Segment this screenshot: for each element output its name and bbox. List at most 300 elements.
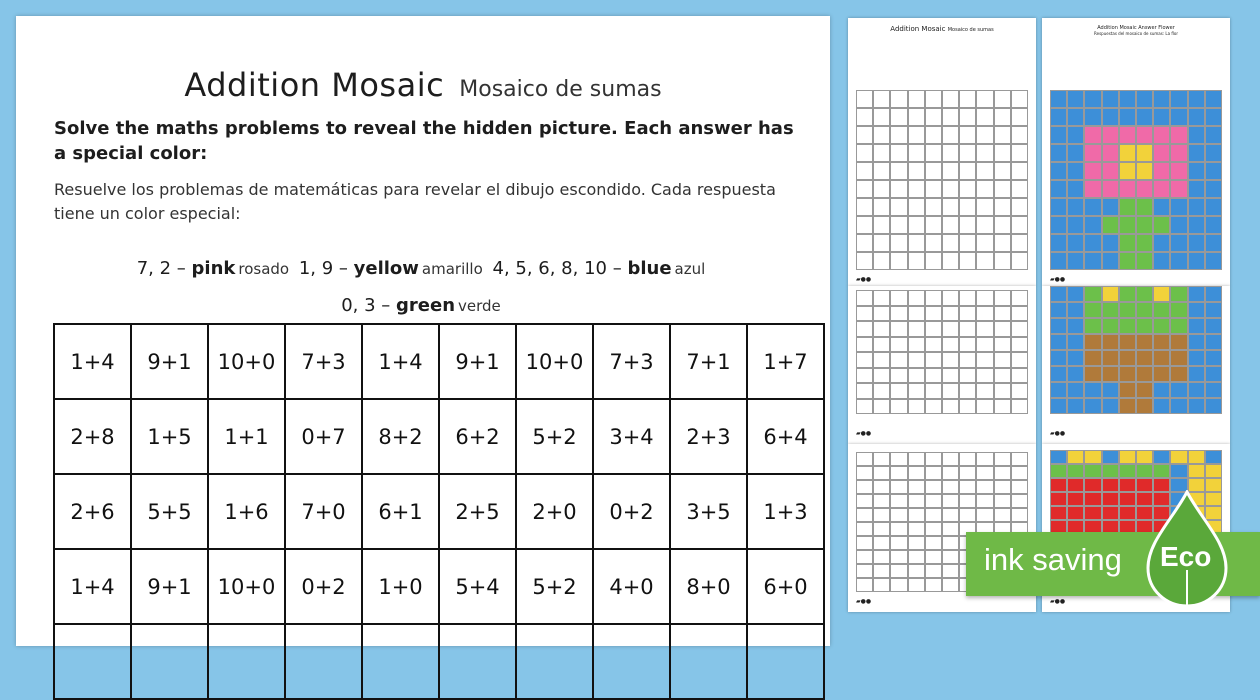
preview-cell [1119, 398, 1136, 414]
grid-cell: 1+3 [747, 474, 824, 549]
preview-cell [994, 180, 1011, 198]
preview-cell [1119, 234, 1136, 252]
preview-cell [1119, 216, 1136, 234]
preview-cell [976, 252, 993, 270]
preview-cell [942, 480, 959, 494]
preview-cell [1136, 464, 1153, 478]
preview-cell [976, 466, 993, 480]
preview-cell [1205, 286, 1222, 302]
preview-cell [1153, 162, 1170, 180]
preview-cell [890, 550, 907, 564]
preview-cell [856, 550, 873, 564]
grid-row [54, 474, 824, 549]
preview-cell [873, 306, 890, 322]
preview-cell [856, 216, 873, 234]
grid-cell: 1+4 [54, 324, 131, 399]
preview-cell [1050, 234, 1067, 252]
preview-cell [1067, 144, 1084, 162]
grid-cell [670, 624, 747, 699]
preview-cell [1067, 492, 1084, 506]
preview-cell [925, 383, 942, 399]
preview-cell [1084, 302, 1101, 318]
preview-cell [1119, 366, 1136, 382]
grid-cell [362, 624, 439, 699]
preview-cell [959, 180, 976, 198]
key-green-spanish: verde [458, 297, 501, 315]
preview-cell [1170, 286, 1187, 302]
grid-cell: 7+3 [285, 324, 362, 399]
preview-cell [1170, 252, 1187, 270]
preview-cell [890, 368, 907, 384]
preview-cell [1084, 450, 1101, 464]
preview-cell [942, 144, 959, 162]
preview-cell [908, 352, 925, 368]
preview-cell [1136, 366, 1153, 382]
preview-cell [976, 108, 993, 126]
grid-cell: 9+1 [439, 324, 516, 399]
preview-cell [1136, 350, 1153, 366]
preview-cell [1170, 108, 1187, 126]
preview-cell [976, 508, 993, 522]
preview-cell [1102, 334, 1119, 350]
preview-cell [873, 234, 890, 252]
preview-cell [1102, 216, 1119, 234]
preview-cell [1067, 464, 1084, 478]
preview-grid [856, 90, 1028, 270]
preview-cell [1170, 126, 1187, 144]
preview-cell [994, 306, 1011, 322]
preview-cell [925, 252, 942, 270]
preview-cell [994, 108, 1011, 126]
preview-cell [1011, 108, 1028, 126]
preview-cell [1067, 108, 1084, 126]
preview-cell [1136, 162, 1153, 180]
preview-cell [1153, 180, 1170, 198]
key-blue-spanish: azul [674, 260, 706, 278]
preview-cell [908, 399, 925, 415]
preview-cell [942, 550, 959, 564]
preview-answer-page-1[interactable] [1042, 18, 1230, 286]
preview-cell [1050, 450, 1067, 464]
grid-cell: 8+2 [362, 399, 439, 474]
preview-cell [1067, 216, 1084, 234]
preview-cell [1136, 216, 1153, 234]
preview-cell [873, 198, 890, 216]
preview-cell [1011, 368, 1028, 384]
preview-cell [1136, 198, 1153, 216]
preview-cell [1050, 252, 1067, 270]
preview-cell [1153, 90, 1170, 108]
preview-cell [925, 522, 942, 536]
preview-cell [1084, 90, 1101, 108]
preview-cell [1188, 144, 1205, 162]
twinkl-logo-icon: ▰●● [856, 598, 872, 605]
preview-cell [1084, 318, 1101, 334]
key-green-numbers: 0, 3 – [341, 295, 391, 316]
preview-cell [959, 337, 976, 353]
preview-cell [1067, 334, 1084, 350]
preview-cell [925, 234, 942, 252]
preview-cell [942, 352, 959, 368]
preview-cell [856, 290, 873, 306]
preview-cell [856, 466, 873, 480]
preview-cell [976, 337, 993, 353]
preview-cell [1188, 318, 1205, 334]
preview-cell [908, 480, 925, 494]
preview-cell [890, 126, 907, 144]
preview-cell [890, 578, 907, 592]
preview-cell [1136, 382, 1153, 398]
grid-cell: 5+2 [516, 549, 593, 624]
preview-cell [1153, 464, 1170, 478]
preview-cell [942, 564, 959, 578]
preview-cell [959, 321, 976, 337]
preview-cell [994, 352, 1011, 368]
preview-cell [908, 290, 925, 306]
preview-cell [976, 494, 993, 508]
preview-cell [1119, 252, 1136, 270]
preview-cell [1050, 126, 1067, 144]
preview-cell [959, 90, 976, 108]
preview-cell [1102, 144, 1119, 162]
title-spanish: Mosaico de sumas [459, 77, 662, 102]
preview-cell [959, 508, 976, 522]
preview-cell [994, 234, 1011, 252]
preview-cell [908, 494, 925, 508]
preview-worksheet-page-1[interactable] [848, 18, 1036, 286]
preview-cell [856, 90, 873, 108]
preview-cell [873, 494, 890, 508]
preview-cell [925, 180, 942, 198]
preview-cell [1050, 506, 1067, 520]
preview-cell [925, 564, 942, 578]
preview-cell [1153, 302, 1170, 318]
preview-cell [1119, 180, 1136, 198]
grid-cell: 7+1 [670, 324, 747, 399]
preview-cell [908, 321, 925, 337]
preview-cell [1050, 180, 1067, 198]
preview-cell [1153, 286, 1170, 302]
preview-cell [1050, 90, 1067, 108]
preview-cell [1170, 464, 1187, 478]
preview-cell [1119, 286, 1136, 302]
preview-cell [976, 198, 993, 216]
preview-cell [1050, 302, 1067, 318]
preview-cell [976, 321, 993, 337]
preview-cell [1119, 198, 1136, 216]
preview-cell [925, 480, 942, 494]
preview-cell [925, 290, 942, 306]
preview-cell [1205, 108, 1222, 126]
preview-cell [959, 108, 976, 126]
preview-cell [1119, 506, 1136, 520]
preview-cell [1084, 126, 1101, 144]
preview-cell [1084, 252, 1101, 270]
key-yellow-label: yellow [353, 258, 419, 279]
preview-worksheet-page-2[interactable] [848, 286, 1036, 444]
preview-cell [1170, 398, 1187, 414]
grid-cell: 5+4 [439, 549, 516, 624]
preview-cell [1067, 478, 1084, 492]
preview-cell [856, 399, 873, 415]
preview-cell [1084, 478, 1101, 492]
preview-cell [1102, 478, 1119, 492]
preview-cell [925, 90, 942, 108]
grid-cell: 10+0 [208, 549, 285, 624]
grid-cell [285, 624, 362, 699]
preview-cell [976, 144, 993, 162]
preview-cell [942, 234, 959, 252]
preview-cell [1084, 492, 1101, 506]
grid-cell: 1+7 [747, 324, 824, 399]
preview-cell [856, 494, 873, 508]
preview-cell [1205, 382, 1222, 398]
key-blue-numbers: 4, 5, 6, 8, 10 – [492, 258, 622, 279]
preview-cell [1011, 452, 1028, 466]
preview-cell [1050, 216, 1067, 234]
preview-cell [1084, 366, 1101, 382]
preview-cell [1102, 90, 1119, 108]
ink-saving-label: ink saving [984, 542, 1122, 577]
preview-cell [908, 522, 925, 536]
preview-cell [873, 352, 890, 368]
preview-cell [994, 399, 1011, 415]
preview-cell [994, 368, 1011, 384]
preview-cell [856, 234, 873, 252]
preview-cell [1084, 216, 1101, 234]
preview-cell [1011, 480, 1028, 494]
grid-cell [747, 624, 824, 699]
preview-cell [1188, 252, 1205, 270]
grid-cell: 1+6 [208, 474, 285, 549]
grid-cell: 2+3 [670, 399, 747, 474]
preview-cell [942, 162, 959, 180]
preview-cell [908, 452, 925, 466]
preview-cell [1119, 108, 1136, 126]
grid-cell: 5+5 [131, 474, 208, 549]
preview-cell [873, 180, 890, 198]
preview-cell [994, 480, 1011, 494]
preview-cell [1170, 366, 1187, 382]
preview-cell [1050, 198, 1067, 216]
preview-cell [1188, 198, 1205, 216]
preview-cell [1188, 302, 1205, 318]
grid-cell: 2+5 [439, 474, 516, 549]
preview-cell [1102, 234, 1119, 252]
preview-cell [1188, 382, 1205, 398]
preview-cell [925, 452, 942, 466]
preview-cell [976, 216, 993, 234]
preview-cell [908, 198, 925, 216]
preview-cell [1102, 162, 1119, 180]
preview-cell [908, 550, 925, 564]
preview-cell [942, 508, 959, 522]
preview-cell [1050, 108, 1067, 126]
preview-cell [908, 252, 925, 270]
preview-cell [1119, 318, 1136, 334]
preview-cell [942, 368, 959, 384]
preview-cell [1102, 318, 1119, 334]
preview-cell [1050, 334, 1067, 350]
preview-cell [1084, 108, 1101, 126]
preview-cell [1205, 398, 1222, 414]
key-green-label: green [396, 295, 456, 316]
preview-cell [873, 522, 890, 536]
preview-cell [856, 480, 873, 494]
preview-cell [1153, 450, 1170, 464]
grid-cell: 10+0 [208, 324, 285, 399]
preview-cell [1119, 464, 1136, 478]
twinkl-logo-icon: ▰●● [856, 276, 872, 283]
preview-cell [1102, 464, 1119, 478]
preview-cell [959, 383, 976, 399]
preview-cell [1084, 398, 1101, 414]
preview-cell [994, 144, 1011, 162]
preview-cell [959, 234, 976, 252]
eco-badge-label: Eco [1160, 541, 1212, 572]
preview-cell [856, 306, 873, 322]
preview-cell [925, 144, 942, 162]
preview-cell [890, 466, 907, 480]
grid-row [54, 549, 824, 624]
preview-cell [873, 480, 890, 494]
preview-cell [873, 337, 890, 353]
preview-cell [1153, 108, 1170, 126]
preview-cell [1205, 144, 1222, 162]
preview-cell [925, 508, 942, 522]
preview-cell [890, 90, 907, 108]
preview-cell [1205, 180, 1222, 198]
preview-cell [1011, 466, 1028, 480]
grid-cell: 0+7 [285, 399, 362, 474]
preview-cell [856, 352, 873, 368]
grid-cell [131, 624, 208, 699]
preview-cell [1170, 90, 1187, 108]
preview-cell [1170, 334, 1187, 350]
preview-cell [1050, 492, 1067, 506]
preview-cell [1011, 337, 1028, 353]
preview-cell [1050, 464, 1067, 478]
preview-cell [1011, 290, 1028, 306]
preview-cell [908, 466, 925, 480]
preview-cell [1136, 144, 1153, 162]
preview-cell [908, 90, 925, 108]
grid-row [54, 399, 824, 474]
grid-cell: 0+2 [593, 474, 670, 549]
color-key-line-2 [16, 295, 830, 316]
preview-cell [1188, 350, 1205, 366]
preview-cell [1011, 252, 1028, 270]
preview-cell [1067, 350, 1084, 366]
preview-cell [890, 321, 907, 337]
preview-cell [1011, 234, 1028, 252]
preview-cell [1188, 334, 1205, 350]
preview-cell [925, 399, 942, 415]
preview-cell [1153, 318, 1170, 334]
preview-cell [908, 383, 925, 399]
preview-cell [994, 466, 1011, 480]
preview-cell [976, 480, 993, 494]
preview-cell [925, 368, 942, 384]
preview-cell [942, 337, 959, 353]
preview-cell [1102, 398, 1119, 414]
grid-cell: 6+0 [747, 549, 824, 624]
twinkl-logo-icon: ▰●● [1050, 430, 1066, 437]
preview-cell [925, 494, 942, 508]
preview-cell [925, 126, 942, 144]
preview-cell [1170, 234, 1187, 252]
preview-cell [1136, 286, 1153, 302]
grid-cell: 10+0 [516, 324, 593, 399]
preview-cell [1119, 450, 1136, 464]
preview-cell [1170, 302, 1187, 318]
preview-cell [1011, 216, 1028, 234]
preview-cell [1170, 180, 1187, 198]
preview-cell [1119, 144, 1136, 162]
key-yellow-numbers: 1, 9 – [298, 258, 348, 279]
preview-cell [1067, 126, 1084, 144]
preview-cell [890, 399, 907, 415]
preview-cell [856, 452, 873, 466]
preview-cell [873, 368, 890, 384]
preview-cell [976, 306, 993, 322]
preview-cell [1170, 144, 1187, 162]
preview-cell [1119, 492, 1136, 506]
preview-cell [1011, 180, 1028, 198]
preview-cell [856, 252, 873, 270]
preview-cell [1153, 382, 1170, 398]
grid-cell: 9+1 [131, 549, 208, 624]
preview-cell [959, 466, 976, 480]
preview-cell [1011, 198, 1028, 216]
preview-cell [1067, 302, 1084, 318]
preview-cell [994, 252, 1011, 270]
preview-cell [1050, 318, 1067, 334]
preview-cell [1067, 252, 1084, 270]
preview-cell [976, 383, 993, 399]
preview-cell [942, 522, 959, 536]
preview-cell [856, 337, 873, 353]
preview-cell [959, 352, 976, 368]
preview-cell [856, 180, 873, 198]
preview-answer-page-2[interactable] [1042, 286, 1230, 444]
preview-cell [1011, 352, 1028, 368]
preview-cell [959, 368, 976, 384]
preview-cell [908, 216, 925, 234]
preview-cell [873, 564, 890, 578]
preview-cell [994, 337, 1011, 353]
preview-cell [942, 321, 959, 337]
preview-cell [959, 290, 976, 306]
preview-cell [1136, 126, 1153, 144]
preview-cell [1067, 286, 1084, 302]
preview-cell [925, 337, 942, 353]
preview-cell [1011, 126, 1028, 144]
preview-cell [1188, 398, 1205, 414]
grid-cell: 1+0 [362, 549, 439, 624]
preview-cell [1011, 494, 1028, 508]
preview-cell [890, 144, 907, 162]
preview-cell [873, 290, 890, 306]
preview-cell [1205, 216, 1222, 234]
preview-cell [1153, 350, 1170, 366]
preview-cell [856, 508, 873, 522]
preview-cell [1205, 234, 1222, 252]
preview-cell [976, 452, 993, 466]
twinkl-logo-icon: ▰●● [1050, 276, 1066, 283]
preview-cell [873, 126, 890, 144]
preview-cell [1084, 162, 1101, 180]
